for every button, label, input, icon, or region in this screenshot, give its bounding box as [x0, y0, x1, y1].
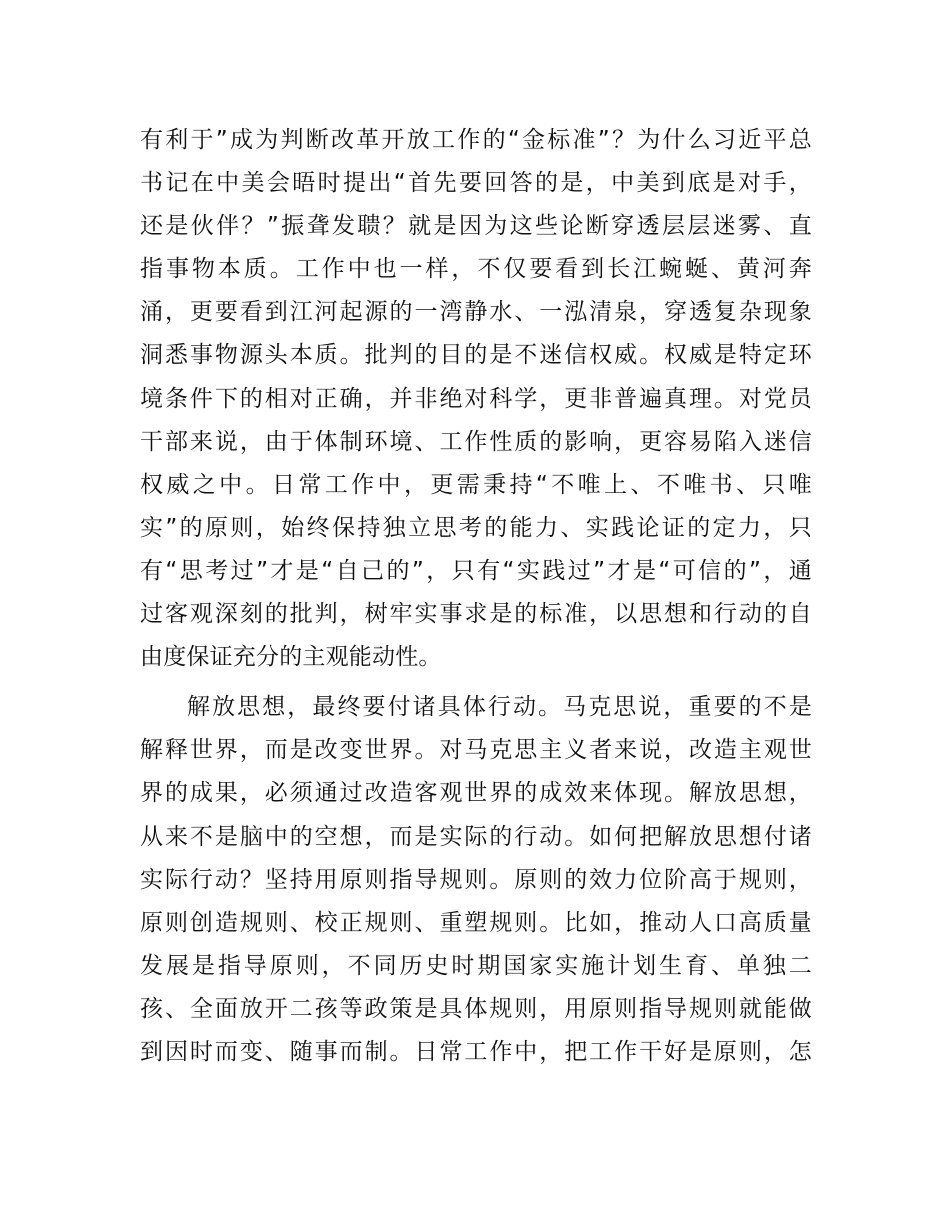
text-line: 权威之中。日常工作中，更需秉持“不唯上、不唯书、只唯 [140, 471, 812, 498]
text-line: 原则创造规则、校正规则、重塑规则。比如，推动人口高质量 [140, 909, 812, 936]
paragraph-1 [140, 119, 812, 679]
text-line: 由度保证充分的主观能动性。 [140, 644, 442, 671]
text-line: 涌，更要看到江河起源的一湾静水、一泓清泉，穿透复杂现象 [140, 299, 812, 326]
text-line: 实”的原则，始终保持独立思考的能力、实践论证的定力，只 [140, 514, 812, 541]
body-text [140, 119, 812, 1074]
text-line: 有“思考过”才是“自己的”，只有“实践过”才是“可信的”，通 [140, 557, 812, 584]
text-line: 书记在中美会晤时提出“首先要回答的是，中美到底是对手， [140, 170, 812, 197]
text-line: 指事物本质。工作中也一样，不仅要看到长江蜿蜒、黄河奔 [140, 256, 812, 283]
text-line: 过客观深刻的批判，树牢实事求是的标准，以思想和行动的自 [140, 601, 812, 628]
text-line: 解释世界，而是改变世界。对马克思主义者来说，改造主观世 [140, 737, 812, 764]
text-line: 解放思想，最终要付诸具体行动。马克思说，重要的不是 [187, 694, 812, 721]
text-line: 从来不是脑中的空想，而是实际的行动。如何把解放思想付诸 [140, 823, 812, 850]
text-line: 洞悉事物源头本质。批判的目的是不迷信权威。权威是特定环 [140, 342, 812, 369]
text-line: 境条件下的相对正确，并非绝对科学，更非普遍真理。对党员 [140, 385, 812, 412]
text-line: 干部来说，由于体制环境、工作性质的影响，更容易陷入迷信 [140, 428, 812, 455]
paragraph-gap [140, 679, 812, 686]
text-line: 发展是指导原则，不同历史时期国家实施计划生育、单独二 [140, 952, 812, 979]
text-line: 有利于”成为判断改革开放工作的“金标准”？为什么习近平总 [140, 127, 812, 153]
text-line: 实际行动？坚持用原则指导规则。原则的效力位阶高于规则， [140, 866, 812, 893]
paragraph-2 [140, 686, 812, 1074]
text-line: 孩、全面放开二孩等政策是具体规则，用原则指导规则就能做 [140, 995, 812, 1022]
text-line: 还是伙伴？”振聋发聩？就是因为这些论断穿透层层迷雾、直 [140, 213, 812, 240]
text-line: 到因时而变、随事而制。日常工作中，把工作干好是原则，怎 [140, 1038, 812, 1065]
text-line: 界的成果，必须通过改造客观世界的成效来体现。解放思想， [140, 780, 812, 807]
